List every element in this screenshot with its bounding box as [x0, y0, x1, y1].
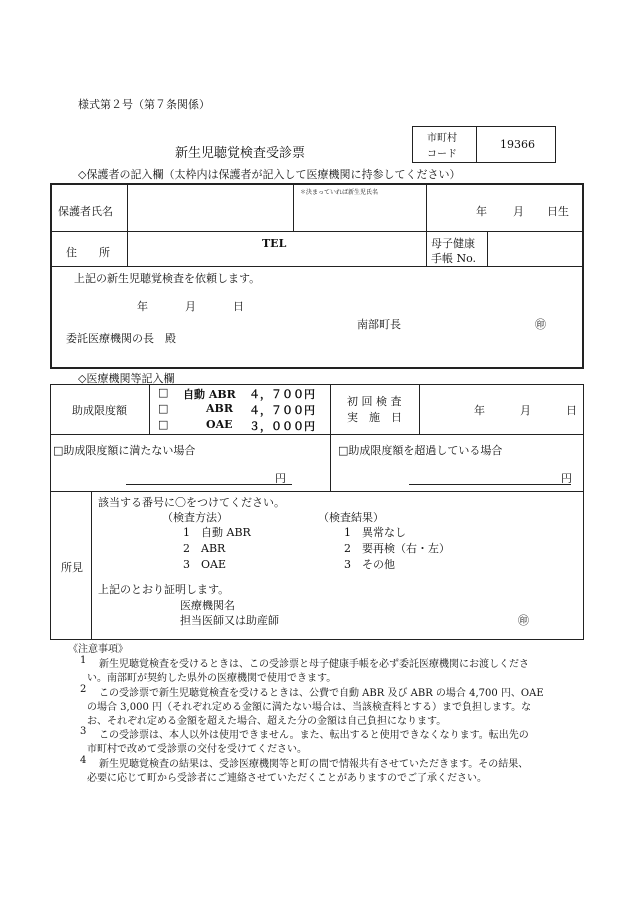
- exam-day: 日: [566, 404, 577, 417]
- note-4-line-2: 必要に応じて町から受診者にご連絡させていただくことがありますのでご了承ください。: [87, 773, 487, 784]
- birth-year: 年: [476, 205, 487, 218]
- exam-month: 月: [520, 404, 531, 417]
- note-3-line-2: 市町村で改めて受診票の交付を受けてください。: [87, 744, 307, 755]
- option-abr-checkbox[interactable]: □: [158, 402, 169, 415]
- under-limit-amount-line: [126, 484, 292, 485]
- doctor-label: 担当医師又は助産師: [180, 614, 279, 627]
- result-heading: （検査結果）: [318, 511, 384, 524]
- note-2-line-3: お、それぞれ定める金額を超えた場合、超えた分の金額は自己負担になります。: [87, 716, 447, 727]
- note-2-line-1: この受診票で新生児聴覚検査を受けるときは、公費で自動 ABR 及び ABR の場合 4,700 円、OAE: [99, 688, 544, 699]
- option-oae-amount: ３，０００円: [249, 420, 315, 433]
- handbook-label-1: 母子健康: [431, 237, 475, 250]
- mayor-seal: ㊞: [535, 318, 546, 331]
- over-limit-yen: 円: [561, 472, 572, 485]
- doctor-seal: ㊞: [518, 614, 529, 627]
- birth-month: 月: [513, 205, 524, 218]
- option-auto-abr-amount: ４，７００円: [249, 388, 315, 401]
- method-1: 1 自動 ABR: [183, 526, 251, 539]
- option-auto-abr-checkbox[interactable]: □: [158, 386, 169, 399]
- note-3-number: 3: [80, 726, 87, 737]
- findings-instruction: 該当する番号に〇をつけてください。: [98, 496, 285, 509]
- exam-year: 年: [474, 404, 485, 417]
- result-2: 2 要再検（右・左）: [344, 542, 450, 555]
- first-exam-label-2: 実 施 日: [347, 411, 402, 424]
- over-limit-amount-line: [409, 484, 571, 485]
- request-date-day: 日: [233, 300, 244, 313]
- guardian-section-heading: ◇保護者の記入欄（太枠内は保護者が記入して医療機関に持参してください）: [78, 168, 461, 181]
- subsidy-limit-label: 助成限度額: [72, 404, 127, 417]
- baby-name-note: ＊決まっていれば新生児氏名: [300, 189, 379, 196]
- method-2: 2 ABR: [183, 542, 226, 555]
- result-3: 3 その他: [344, 558, 395, 571]
- option-abr-label: ABR: [206, 402, 233, 415]
- mayor-label: 南部町長: [357, 318, 401, 331]
- request-date-month: 月: [185, 300, 196, 313]
- request-date-year: 年: [137, 300, 148, 313]
- handbook-label-2: 手帳 No.: [431, 252, 477, 265]
- note-4-line-1: 新生児聴覚検査の結果は、受診医療機関等と町の間で情報共有させていただきます。その結果、: [99, 759, 529, 770]
- note-4-number: 4: [80, 755, 87, 766]
- addressee: 委託医療機関の長 殿: [66, 332, 176, 345]
- note-2-line-2: の場合 3,000 円（それぞれ定める金額に満たない場合は、当該検査料とする）まで負担します。な: [87, 702, 532, 713]
- option-oae-label: OAE: [206, 418, 233, 431]
- medical-table: [50, 384, 584, 640]
- under-limit-checkbox[interactable]: □助成限度額に満たない場合: [53, 444, 196, 457]
- note-2-number: 2: [80, 684, 87, 695]
- first-exam-label-1: 初 回 検 査: [347, 395, 402, 408]
- result-1: 1 異常なし: [344, 526, 406, 539]
- option-abr-amount: ４，７００円: [249, 404, 315, 417]
- guardian-name-label: 保護者氏名: [58, 205, 113, 218]
- medical-section-heading: ◇医療機関等記入欄: [78, 372, 175, 385]
- tel-label: TEL: [262, 237, 287, 250]
- code-label-1: 市町村: [427, 133, 457, 144]
- certify-text: 上記のとおり証明します。: [98, 583, 230, 596]
- form-number: 様式第２号（第７条関係）: [78, 98, 210, 111]
- note-3-line-1: この受診票は、本人以外は使用できません。また、転出すると使用できなくなります。転出先の: [99, 730, 529, 741]
- over-limit-checkbox[interactable]: □助成限度額を超過している場合: [338, 444, 503, 457]
- code-value: 19366: [500, 138, 535, 151]
- option-auto-abr-label: 自動 ABR: [183, 388, 236, 401]
- method-heading: （検査方法）: [162, 511, 228, 524]
- notes-heading: 《注意事項》: [68, 644, 128, 655]
- institution-label: 医療機関名: [180, 599, 235, 612]
- request-text: 上記の新生児聴覚検査を依頼します。: [74, 272, 261, 285]
- findings-label: 所見: [61, 561, 83, 574]
- page-title: 新生児聴覚検査受診票: [175, 146, 306, 161]
- code-label-2: コード: [427, 149, 457, 160]
- birth-day: 日生: [547, 205, 569, 218]
- option-oae-checkbox[interactable]: □: [158, 418, 169, 431]
- address-label: 住 所: [66, 246, 110, 259]
- method-3: 3 OAE: [183, 558, 226, 571]
- note-1-line-2: い。南部町が契約した県外の医療機関で使用できます。: [87, 673, 337, 684]
- note-1-number: 1: [80, 655, 87, 666]
- note-1-line-1: 新生児聴覚検査を受けるときは、この受診票と母子健康手帳を必ず委託医療機関にお渡しくださ: [99, 659, 529, 670]
- under-limit-yen: 円: [275, 472, 286, 485]
